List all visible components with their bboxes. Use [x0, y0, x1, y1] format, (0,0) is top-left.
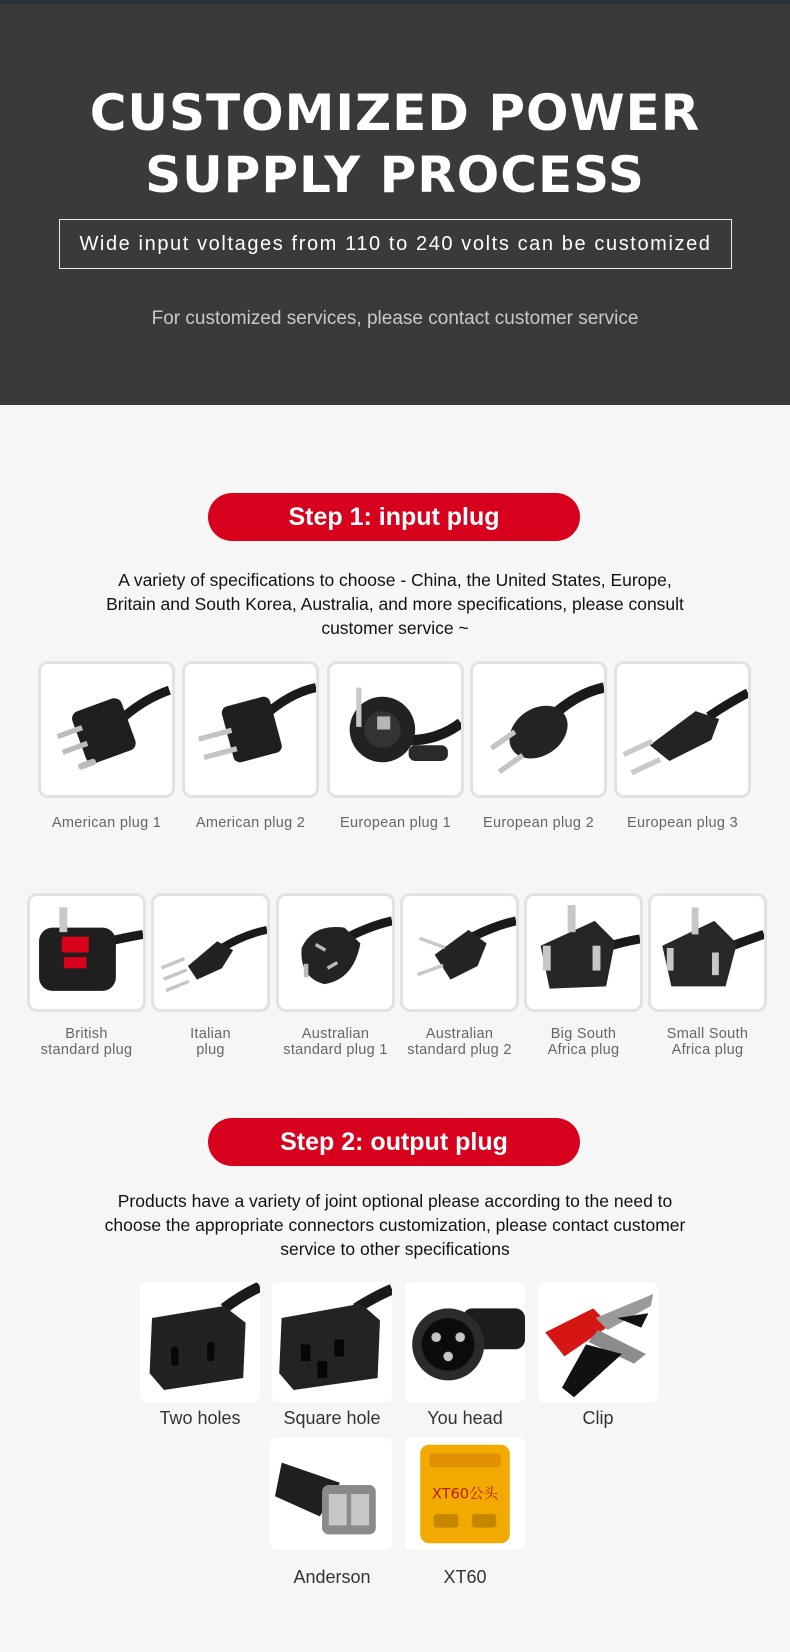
- connector-caption: You head: [427, 1408, 503, 1428]
- step1-desc-line: A variety of specifications to choose - China, the United States, Europe,: [118, 570, 672, 590]
- step2-desc-line: Products have a variety of joint optional please according to the need to: [117, 1191, 673, 1211]
- sa-big-plug-icon[interactable]: [524, 893, 643, 1012]
- plug-caption: European plug 2: [483, 815, 594, 831]
- plug-caption: American plug 2: [195, 815, 306, 831]
- uk-plug-icon[interactable]: [27, 893, 146, 1012]
- iec-c13-connector-icon[interactable]: [272, 1282, 392, 1402]
- plug-caption: British standard plug: [40, 1026, 133, 1058]
- plug-caption: American plug 1: [51, 815, 162, 831]
- step1-description: [80, 568, 710, 640]
- au-plug-icon[interactable]: [400, 893, 519, 1012]
- step2-badge: [208, 1118, 580, 1166]
- two-hole-connector-icon[interactable]: [140, 1282, 260, 1402]
- connector-caption: Anderson: [293, 1567, 371, 1587]
- us-plug-3pin-icon[interactable]: [38, 661, 175, 798]
- step2-desc-line: service to other specifications: [280, 1239, 510, 1259]
- plug-caption: European plug 1: [340, 815, 451, 831]
- plug-caption: Italian plug: [190, 1026, 231, 1058]
- title-line-2: SUPPLY PROCESS: [145, 146, 645, 204]
- italian-plug-icon[interactable]: [151, 893, 270, 1012]
- eu-flat-plug-icon[interactable]: [614, 661, 751, 798]
- title-line-1: CUSTOMIZED POWER: [89, 84, 701, 142]
- connector-caption: Two holes: [159, 1408, 241, 1428]
- step2-desc-line: choose the appropriate connectors customization, please contact customer: [104, 1215, 686, 1235]
- connector-caption: XT60: [443, 1567, 487, 1587]
- alligator-clip-icon[interactable]: [538, 1282, 658, 1402]
- plug-caption: Australian standard plug 1: [283, 1026, 388, 1058]
- xlr-connector-icon[interactable]: [405, 1282, 525, 1402]
- sa-small-plug-icon[interactable]: [648, 893, 767, 1012]
- plug-caption: Small South Africa plug: [666, 1026, 749, 1058]
- au-plug-icon[interactable]: [276, 893, 395, 1012]
- eu-plug-round-icon[interactable]: [470, 661, 607, 798]
- voltage-banner: [59, 219, 732, 269]
- plug-caption: Big South Africa plug: [547, 1026, 620, 1058]
- top-accent-line: [0, 0, 790, 4]
- step1-desc-line: customer service ~: [321, 618, 469, 638]
- page-title: [0, 82, 790, 206]
- step1-label: Step 1: input plug: [288, 502, 500, 531]
- step2-description: [80, 1189, 710, 1261]
- voltage-banner-text: Wide input voltages from 110 to 240 volts can be customized: [79, 232, 712, 255]
- hero-banner: [0, 0, 790, 405]
- anderson-connector-icon[interactable]: [270, 1438, 392, 1550]
- plug-caption: European plug 3: [627, 815, 738, 831]
- plug-caption: Australian standard plug 2: [407, 1026, 512, 1058]
- eu-schuko-plug-icon[interactable]: [327, 661, 464, 798]
- connector-caption: Square hole: [283, 1408, 381, 1428]
- xt60-marking: XT60公头: [431, 1485, 499, 1503]
- step1-badge: [208, 493, 580, 541]
- xt60-connector-icon[interactable]: [405, 1438, 525, 1550]
- step1-desc-line: Britain and South Korea, Australia, and more specifications, please consult: [106, 594, 684, 614]
- step2-label: Step 2: output plug: [280, 1127, 508, 1156]
- contact-note: For customized services, please contact customer service: [151, 308, 639, 329]
- connector-caption: Clip: [582, 1408, 614, 1428]
- us-plug-2pin-icon[interactable]: [182, 661, 319, 798]
